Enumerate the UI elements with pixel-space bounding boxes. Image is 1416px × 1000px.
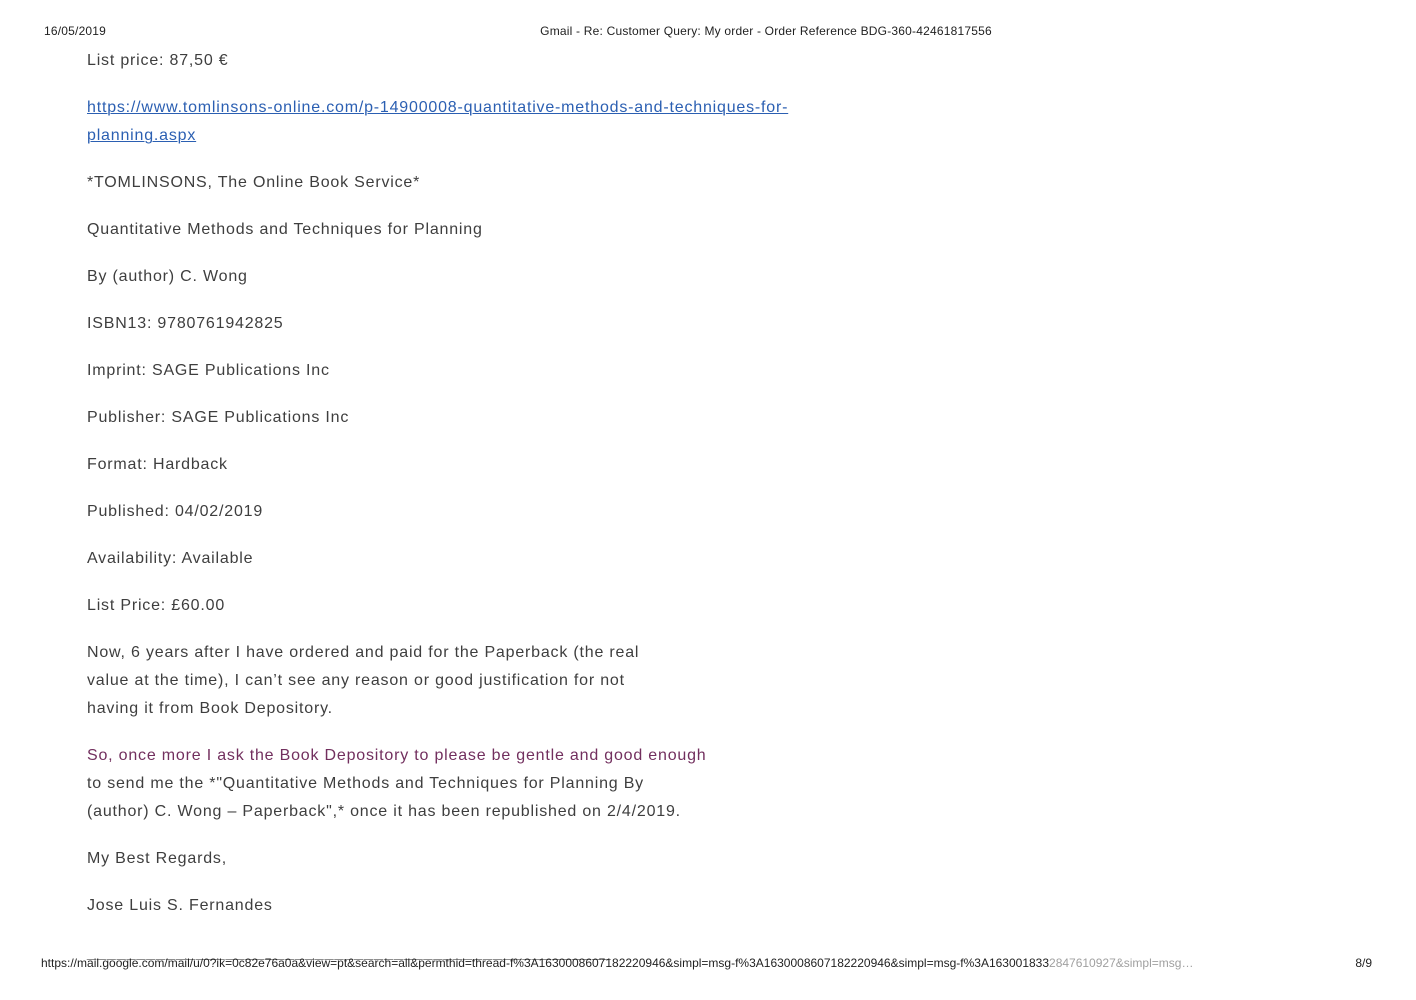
publisher-line: Publisher: SAGE Publications Inc <box>87 409 350 426</box>
book-title-line: Quantitative Methods and Techniques for Planning <box>87 221 483 238</box>
product-link[interactable]: https://www.tomlinsons-online.com/p-14900008-quantitative-methods-and-techniques-for-planning.aspx <box>87 99 789 144</box>
footer-url-faded: 2847610927&simpl=msg… <box>1049 956 1194 970</box>
request-line-3: (author) C. Wong – Paperback",* once it has been republished on 2/4/2019. <box>87 803 681 820</box>
paragraph-request <box>87 742 827 826</box>
format-line: Format: Hardback <box>87 456 228 473</box>
availability-line: Availability: Available <box>87 550 254 567</box>
list-price-gbp-line: List Price: £60.00 <box>87 597 226 614</box>
author-line: By (author) C. Wong <box>87 268 248 285</box>
signature-closing: My Best Regards, <box>87 850 227 867</box>
order-history-line-3: having it from Book Depository. <box>87 700 333 717</box>
footer-url-main: https://mail.google.com/mail/u/0?ik=0c82e76a0a&view=pt&search=all&permthid=thread-f%3A1630008607182220946&simpl=msg-f%3A1630008607182220946&simpl=msg-f%3A163001833 <box>41 956 1050 970</box>
list-price-eur-line: List price: 87,50 € <box>87 52 229 69</box>
paragraph-order-history <box>87 639 827 723</box>
email-body <box>87 47 827 986</box>
page-indicator: 8/9 <box>1355 956 1372 970</box>
print-date: 16/05/2019 <box>44 24 107 38</box>
request-highlight-line: So, once more I ask the Book Depository to please be gentle and good enough <box>87 747 707 764</box>
signature-name: Jose Luis S. Fernandes <box>87 897 273 914</box>
order-history-line-2: value at the time), I can’t see any reason or good justification for not <box>87 672 625 689</box>
order-history-line-1: Now, 6 years after I have ordered and paid for the Paperback (the real <box>87 644 640 661</box>
print-title: Gmail - Re: Customer Query: My order - Order Reference BDG-360-42461817556 <box>540 24 992 38</box>
print-footer <box>41 956 1372 970</box>
isbn-line: ISBN13: 9780761942825 <box>87 315 284 332</box>
published-line: Published: 04/02/2019 <box>87 503 264 520</box>
request-line-2: to send me the *"Quantitative Methods and Techniques for Planning By <box>87 775 644 792</box>
print-header <box>44 24 1372 40</box>
service-name-line: *TOMLINSONS, The Online Book Service* <box>87 174 421 191</box>
footer-url <box>41 956 1193 970</box>
product-link-line <box>87 94 827 150</box>
separator-line: _____________________________________________________ <box>87 944 612 961</box>
imprint-line: Imprint: SAGE Publications Inc <box>87 362 330 379</box>
